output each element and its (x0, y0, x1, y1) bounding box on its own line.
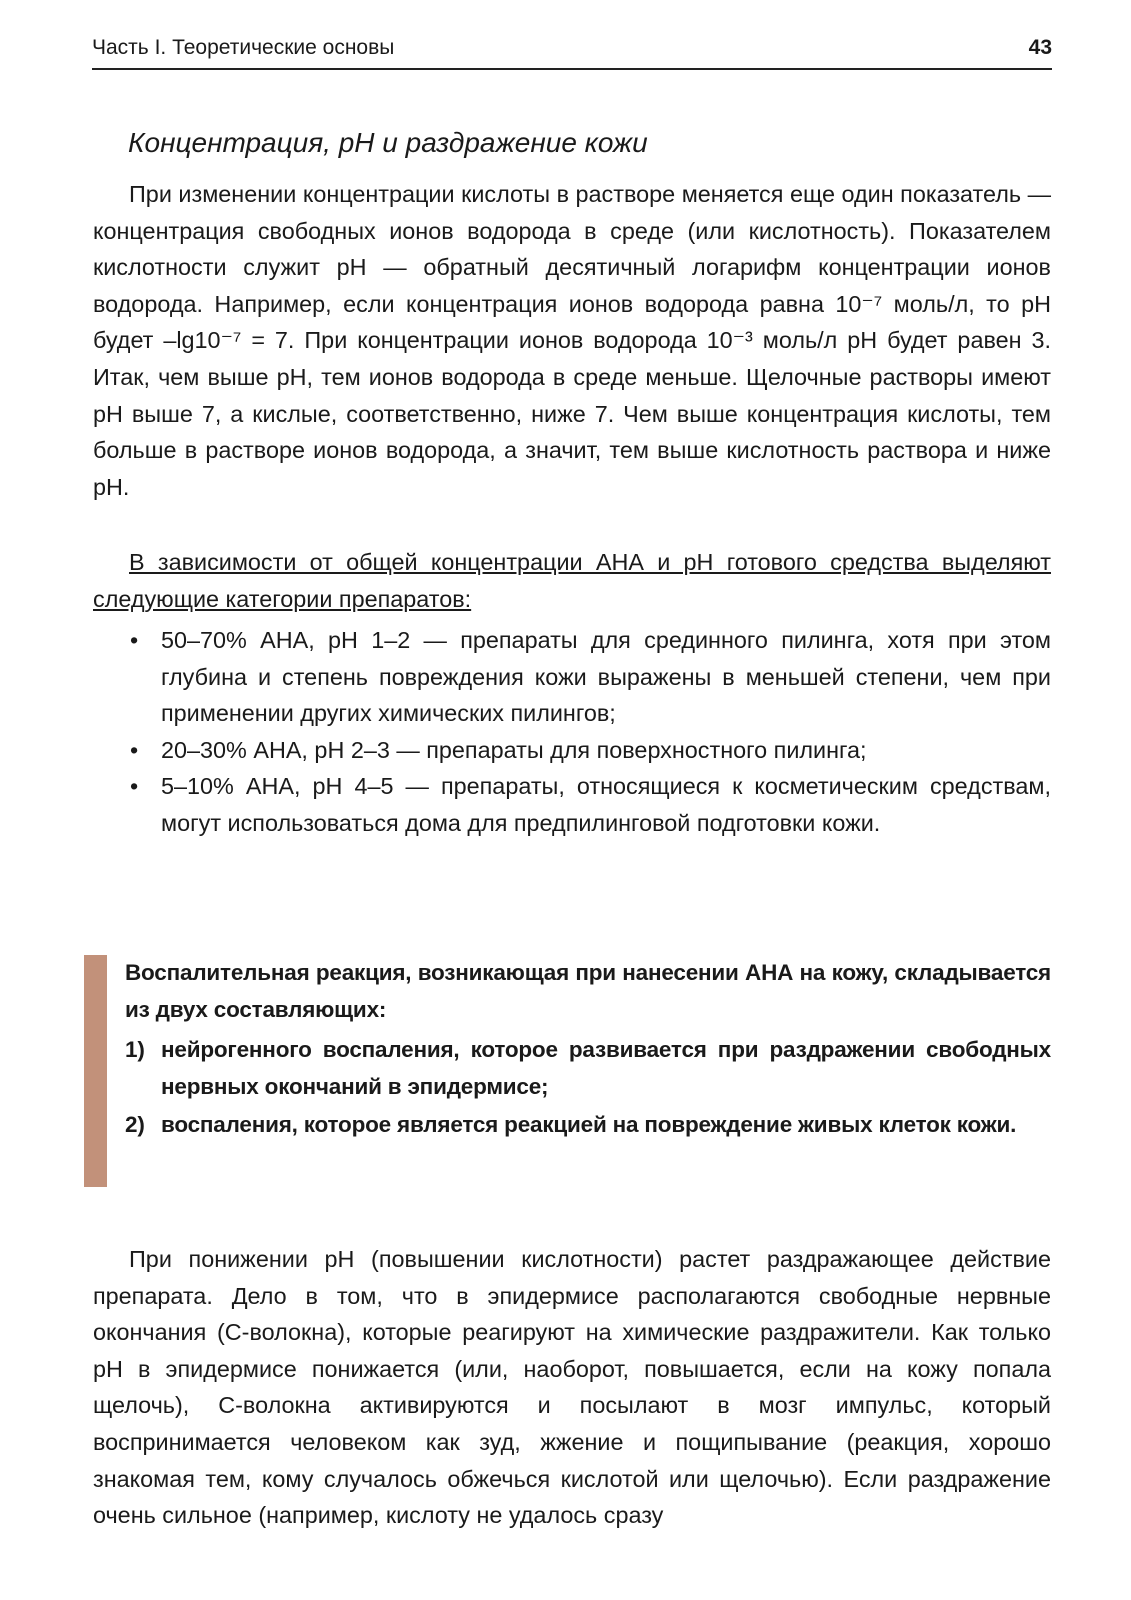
list-item-text: 20–30% АНА, pH 2–3 — препараты для поверхностного пилинга; (161, 736, 867, 763)
list-item-text: 50–70% АНА, pH 1–2 — препараты для срединного пилинга, хотя при этом глубина и степень повреждения кожи выражены в меньшей степени, чем при применении других химических пилингов; (161, 627, 1051, 727)
callout-lead: Воспалительная реакция, возникающая при нанесении АНА на кожу, складывается из двух составляющих: (125, 960, 1051, 1022)
list-item-text: 5–10% АНА, pH 4–5 — препараты, относящиеся к косметическим средствам, могут использоваться дома для предпилинговой подготовки кожи. (161, 773, 1051, 836)
categories-list (128, 622, 1051, 842)
list-item (128, 622, 1051, 732)
running-title: Часть I. Теоретические основы (92, 36, 395, 59)
callout-list-item (125, 1107, 1051, 1144)
callout-box (84, 955, 1051, 1187)
list-item (128, 732, 1051, 769)
running-header (92, 36, 1052, 70)
page-number: 43 (1028, 36, 1052, 59)
callout-accent-bar (84, 955, 107, 1187)
categories-intro (93, 544, 1051, 617)
list-number: 2) (125, 1112, 145, 1137)
list-number: 1) (125, 1037, 145, 1062)
bullet-icon: • (130, 627, 139, 653)
bullet-icon: • (130, 736, 139, 763)
categories-intro-text: В зависимости от общей концентрации АНА и pH готового средства выделяют следующие категории препаратов: (93, 549, 1051, 612)
bullet-icon: • (130, 773, 139, 800)
section-title: Концентрация, pH и раздражение кожи (128, 127, 648, 158)
callout-item-text: нейрогенного воспаления, которое развивается при раздражении свободных нервных окончаний в эпидермисе; (161, 1037, 1051, 1099)
callout-list-item (125, 1032, 1051, 1105)
paragraph-irritation: При понижении pH (повышении кислотности) растет раздражающее действие препарата. Дело в том, что в эпидермисе располагаются свободные нервные окончания (С-волокна), которые реагируют на химические раздражители. Как только pH в эпидермисе понижается (или, наоборот, повышается, если на кожу попала щелочь), С-волокна активируются и посылают в мозг импульс, который воспринимается человеком как зуд, жжение и пощипывание (реакция, хорошо знакомая тем, кому случалось обжечься кислотой или щелочью). Если раздражение очень сильное (например, кислоту не удалось сразу (93, 1246, 1051, 1529)
list-item (128, 768, 1051, 841)
callout-list (125, 1032, 1051, 1144)
callout-text (125, 955, 1051, 1146)
callout-item-text: воспаления, которое является реакцией на повреждение живых клеток кожи. (161, 1112, 1017, 1137)
paragraph-ph-explanation: При изменении концентрации кислоты в растворе меняется еще один показатель — концентрация свободных ионов водорода в среде (или кислотность). Показателем кислотности служит pH — обратный десятичный логарифм концентрации ионов водорода. Например, если концентрация ионов водорода равна 10⁻⁷ моль/л, то pH будет –lg10⁻⁷ = 7. При концентрации ионов водорода 10⁻³ моль/л pH будет равен 3. Итак, чем выше pH, тем ионов водорода в среде меньше. Щелочные растворы имеют pH выше 7, а кислые, соответственно, ниже 7. Чем выше концентрация кислоты, тем больше в растворе ионов водорода, а значит, тем выше кислотность раствора и ниже pH. (93, 181, 1051, 500)
